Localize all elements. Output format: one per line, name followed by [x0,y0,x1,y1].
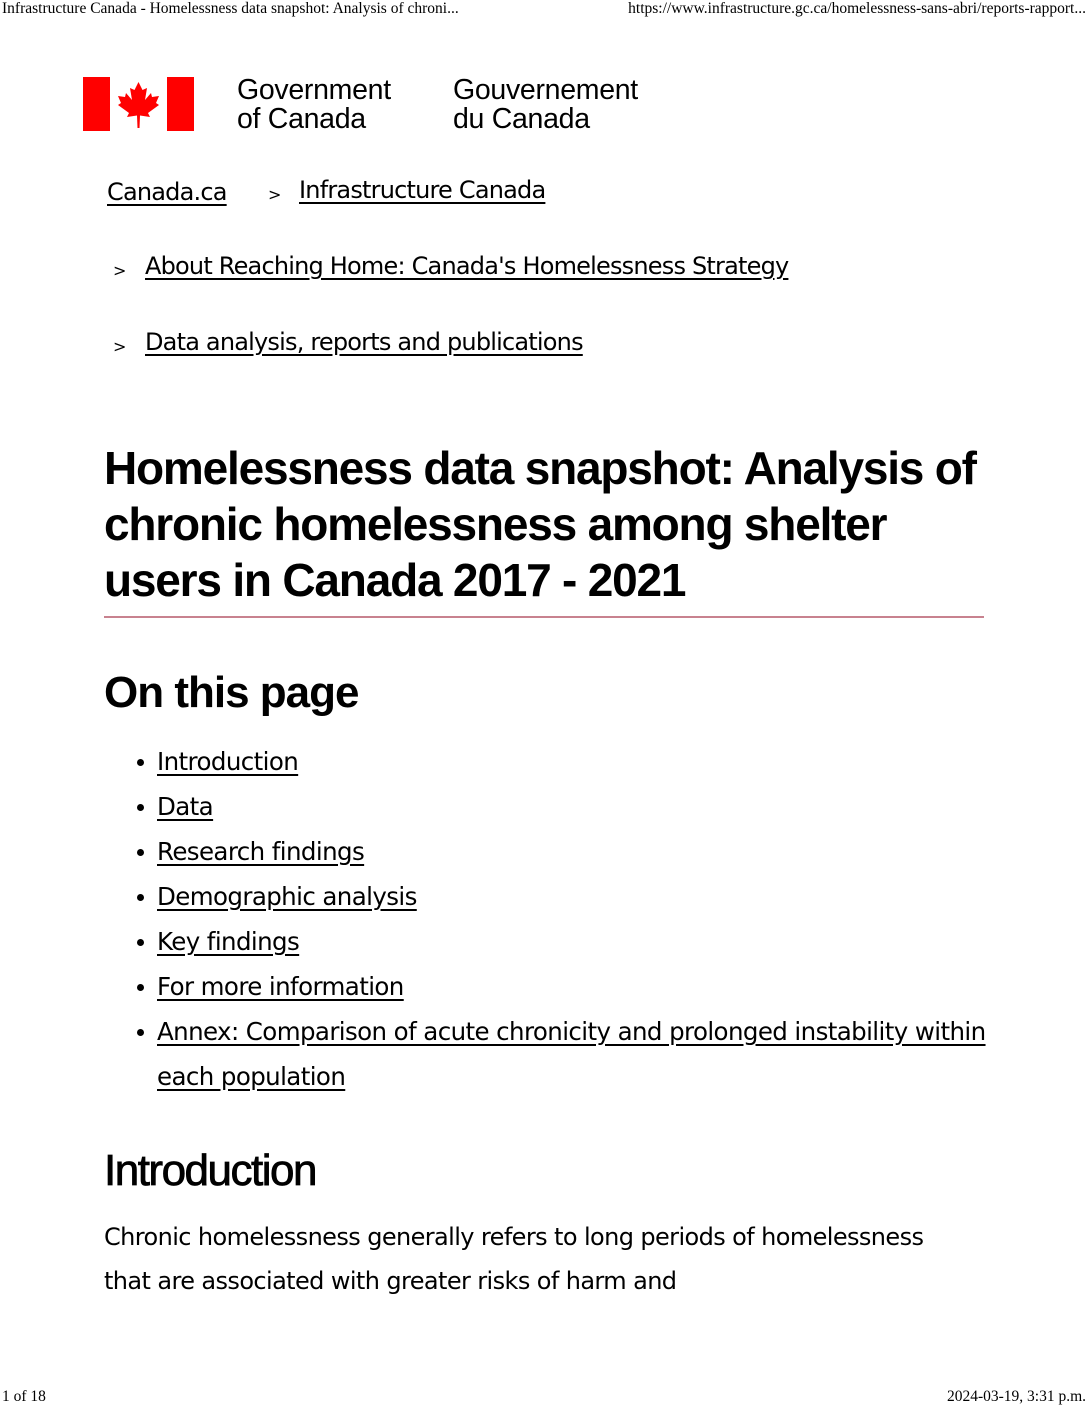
breadcrumb-separator: > [268,185,281,204]
toc-link-data[interactable]: Data [157,792,214,821]
toc-item [157,739,997,784]
wordmark-french-line2: du Canada [453,103,590,135]
wordmark-french [453,76,638,134]
breadcrumb-separator: > [113,261,126,280]
toc-item [157,964,997,1009]
government-of-canada-signature[interactable] [83,74,638,135]
toc-link-research-findings[interactable]: Research findings [157,837,365,866]
wordmark-english-line1: Government [237,74,391,106]
breadcrumb-reaching-home[interactable]: About Reaching Home: Canada's Homelessness Strategy [145,252,789,280]
flag-right-bar [167,77,194,131]
page-title: Homelessness data snapshot: Analysis of chronic homelessness among shelter users in Canada 2017 - 2021 [104,442,976,606]
toc-item [157,829,997,874]
print-header-url: https://www.infrastructure.gc.ca/homelessness-sans-abri/reports-rapport... [628,0,1086,17]
breadcrumb-infrastructure-canada[interactable]: Infrastructure Canada [299,176,546,204]
wordmark-french-line1: Gouvernement [453,74,638,106]
toc-link-demographic-analysis[interactable]: Demographic analysis [157,882,417,911]
breadcrumb-separator: > [113,337,126,356]
breadcrumb-canada-ca[interactable]: Canada.ca [107,178,227,206]
toc-item [157,784,997,829]
toc-item [157,874,997,919]
title-underline-divider [104,616,984,618]
introduction-heading: Introduction [104,1146,316,1195]
print-header-title: Infrastructure Canada - Homelessness data snapshot: Analysis of chroni... [2,0,459,17]
wordmark-english [237,76,391,134]
toc-link-annex[interactable]: Annex: Comparison of acute chronicity and prolonged instability within each population [157,1017,986,1091]
toc-link-introduction[interactable]: Introduction [157,747,299,776]
wordmark-english-line2: of Canada [237,103,366,135]
toc-item [157,919,997,964]
toc-link-more-information[interactable]: For more information [157,972,404,1001]
breadcrumb-data-analysis[interactable]: Data analysis, reports and publications [145,328,583,356]
print-footer [0,1386,1088,1408]
maple-leaf-icon [117,82,160,128]
flag-left-bar [83,77,110,131]
on-this-page-heading: On this page [104,668,359,717]
toc-link-key-findings[interactable]: Key findings [157,927,300,956]
table-of-contents [104,739,997,1099]
print-header [0,0,1088,22]
canada-flag-icon [83,77,194,131]
print-datetime: 2024-03-19, 3:31 p.m. [946,1388,1086,1405]
toc-item [157,1009,997,1099]
page-number: 1 of 18 [2,1388,46,1405]
introduction-paragraph: Chronic homelessness generally refers to long periods of homelessness that are associated with greater risks of harm and [104,1223,924,1295]
